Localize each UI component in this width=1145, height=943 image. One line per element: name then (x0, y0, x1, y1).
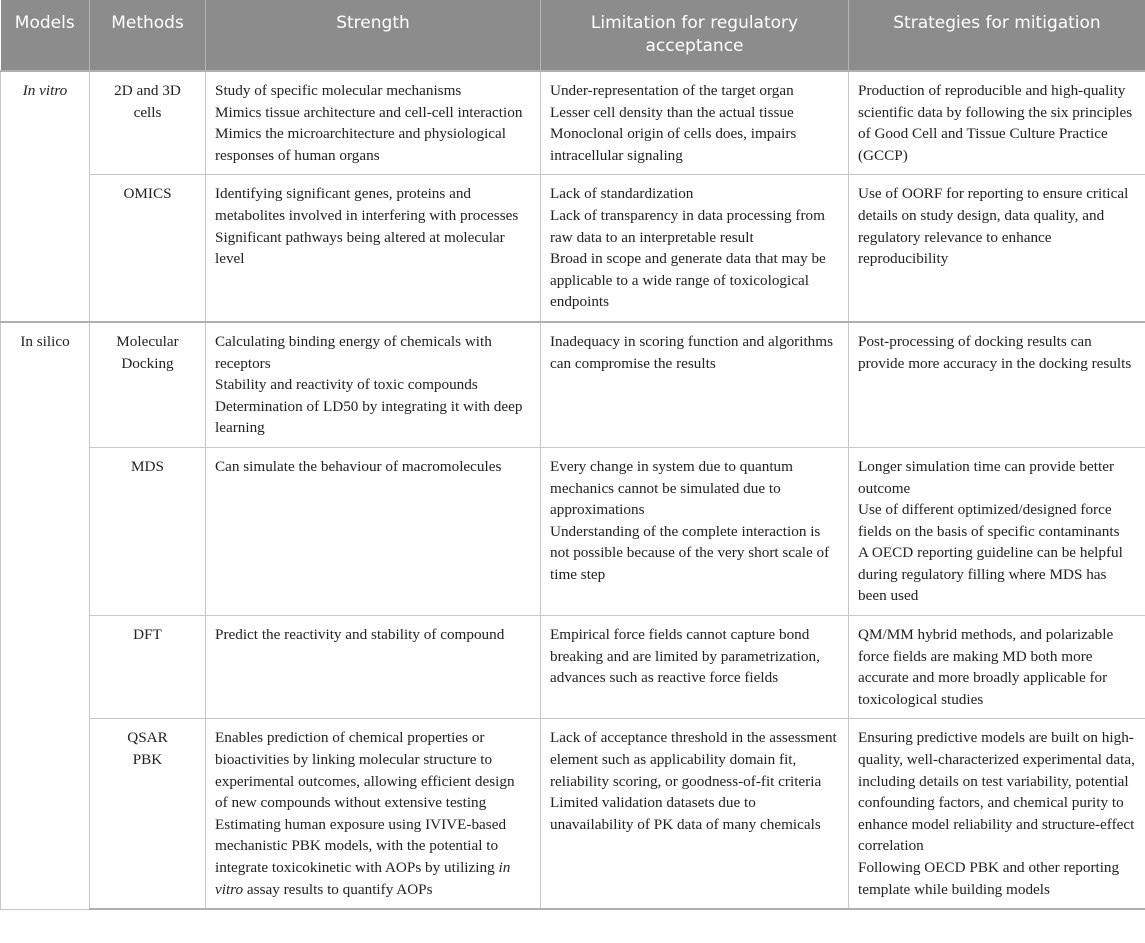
method-cell (90, 447, 206, 615)
header-row (1, 0, 1145, 71)
strength-item: Significant pathways being altered at molecular level (215, 228, 505, 268)
strength-item: Can simulate the behaviour of macromolecules (215, 457, 502, 475)
limitation-item: Monoclonal origin of cells does, impairs intracellular signaling (550, 125, 797, 164)
method-cell (90, 71, 206, 175)
strategy-item: Post-processing of docking results can provide more accuracy in the docking results (858, 332, 1132, 372)
strength-item: Predict the reactivity and stability of compound (215, 626, 505, 644)
text: assay results to quantify AOPs (243, 880, 433, 898)
strength-item: Enables prediction of chemical properties or bioactivities by linking molecular structure to experimental outcomes, allowing efficient design of new compounds without extensive testing (215, 729, 515, 812)
limitation-cell (541, 322, 849, 447)
strength-cell (206, 71, 541, 175)
model-cell (1, 322, 90, 909)
strategy-item: A OECD reporting guideline can be helpful during regulatory filling where MDS has been used (858, 544, 1123, 605)
strategy-item: Longer simulation time can provide better outcome (858, 457, 1114, 497)
method-cell (90, 719, 206, 909)
model-label: In silico (20, 332, 70, 350)
limitation-item: Lesser cell density than the actual tissue (550, 103, 794, 121)
strategy-item: Following OECD PBK and other reporting template while building models (858, 859, 1120, 898)
strength-item: Determination of LD50 by integrating it with deep learning (215, 397, 523, 437)
method-label: OMICS (123, 185, 172, 203)
limitation-item: Broad in scope and generate data that may be applicable to a wide range of toxicological endpoints (550, 250, 826, 311)
strategy-item: Production of reproducible and high-quality scientific data by following the six principles of Good Cell and Tissue Culture Practice (GCCP) (858, 82, 1133, 164)
strategy-cell (849, 447, 1145, 615)
strategy-cell (849, 322, 1145, 447)
strength-item (215, 814, 531, 900)
limitation-item: Every change in system due to quantum mechanics cannot be simulated due to approximations (550, 457, 793, 519)
header-models: Models (1, 0, 90, 71)
method-cell (90, 616, 206, 719)
strategy-cell (849, 719, 1145, 909)
strength-item: Stability and reactivity of toxic compounds (215, 376, 478, 394)
strength-cell (206, 616, 541, 719)
strength-item: Calculating binding energy of chemicals with receptors (215, 332, 492, 372)
strategy-item: QM/MM hybrid methods, and polarizable force fields are making MD both more accurate and more broadly applicable for toxicological studies (858, 626, 1114, 708)
text: Estimating human exposure using IVIVE-based mechanistic PBK models, with the potential to integrate toxicokinetic with AOPs by utilizing (215, 815, 507, 876)
limitation-cell (541, 71, 849, 175)
table-row (1, 322, 1145, 447)
header-methods: Methods (90, 0, 206, 71)
strength-cell (206, 175, 541, 322)
limitation-item: Limited validation datasets due to unavailability of PK data of many chemicals (550, 794, 821, 833)
header-strength: Strength (206, 0, 541, 71)
method-label: 2D and 3D cells (114, 82, 181, 121)
strategy-cell (849, 71, 1145, 175)
header-strategies: Strategies for mitigation (849, 0, 1145, 71)
strategy-item: Use of OORF for reporting to ensure critical details on study design, data quality, and regulatory relevance to enhance reproducibility (858, 185, 1129, 268)
table-row (1, 719, 1145, 909)
method-cell (90, 322, 206, 447)
model-label: In vitro (22, 82, 68, 99)
limitation-cell (541, 616, 849, 719)
limitation-item: Understanding of the complete interaction is not possible because of the very short scale of time step (550, 522, 830, 583)
table-row (1, 71, 1145, 175)
method-label: DFT (133, 626, 162, 644)
method-label: Molecular Docking (116, 332, 179, 372)
limitation-item: Under-representation of the target organ (550, 82, 794, 99)
strength-cell (206, 322, 541, 447)
method-cell (90, 175, 206, 322)
method-label: MDS (131, 457, 164, 475)
strength-item: Mimics tissue architecture and cell-cell interaction (215, 103, 523, 121)
strategy-cell (849, 616, 1145, 719)
limitation-cell (541, 175, 849, 322)
limitation-item: Lack of standardization (550, 185, 694, 203)
header-limitation: Limitation for regulatory acceptance (541, 0, 849, 71)
italic-text: in vitro (215, 859, 511, 898)
strategy-item: Ensuring predictive models are built on high-quality, well-characterized experimental data, including details on test variability, potential confounding factors, and chemical purity to enhance model reliability and structure-effect correlation (858, 729, 1135, 855)
table-row (1, 447, 1145, 615)
limitation-cell (541, 719, 849, 909)
table-row (1, 616, 1145, 719)
limitation-item: Empirical force fields cannot capture bond breaking and are limited by parametrization, advances such as reactive force fields (550, 626, 820, 687)
method-label: PBK (132, 751, 163, 769)
strength-cell (206, 447, 541, 615)
limitation-cell (541, 447, 849, 615)
table-row (1, 175, 1145, 322)
strength-item: Study of specific molecular mechanisms (215, 82, 462, 99)
limitation-item: Lack of acceptance threshold in the assessment element such as applicability domain fit, reliability scoring, or goodness-of-fit criteria (550, 729, 837, 790)
strength-cell (206, 719, 541, 909)
strength-item: Mimics the microarchitecture and physiological responses of human organs (215, 125, 507, 164)
limitation-item: Inadequacy in scoring function and algorithms can compromise the results (550, 332, 834, 372)
strength-item: Identifying significant genes, proteins and metabolites involved in interfering with processes (215, 185, 519, 224)
limitation-item: Lack of transparency in data processing from raw data to an interpretable result (550, 206, 825, 246)
strategy-cell (849, 175, 1145, 322)
model-cell (1, 71, 90, 322)
method-label: QSAR (127, 729, 168, 747)
strategy-item: Use of different optimized/designed force fields on the basis of specific contaminants (858, 501, 1120, 540)
